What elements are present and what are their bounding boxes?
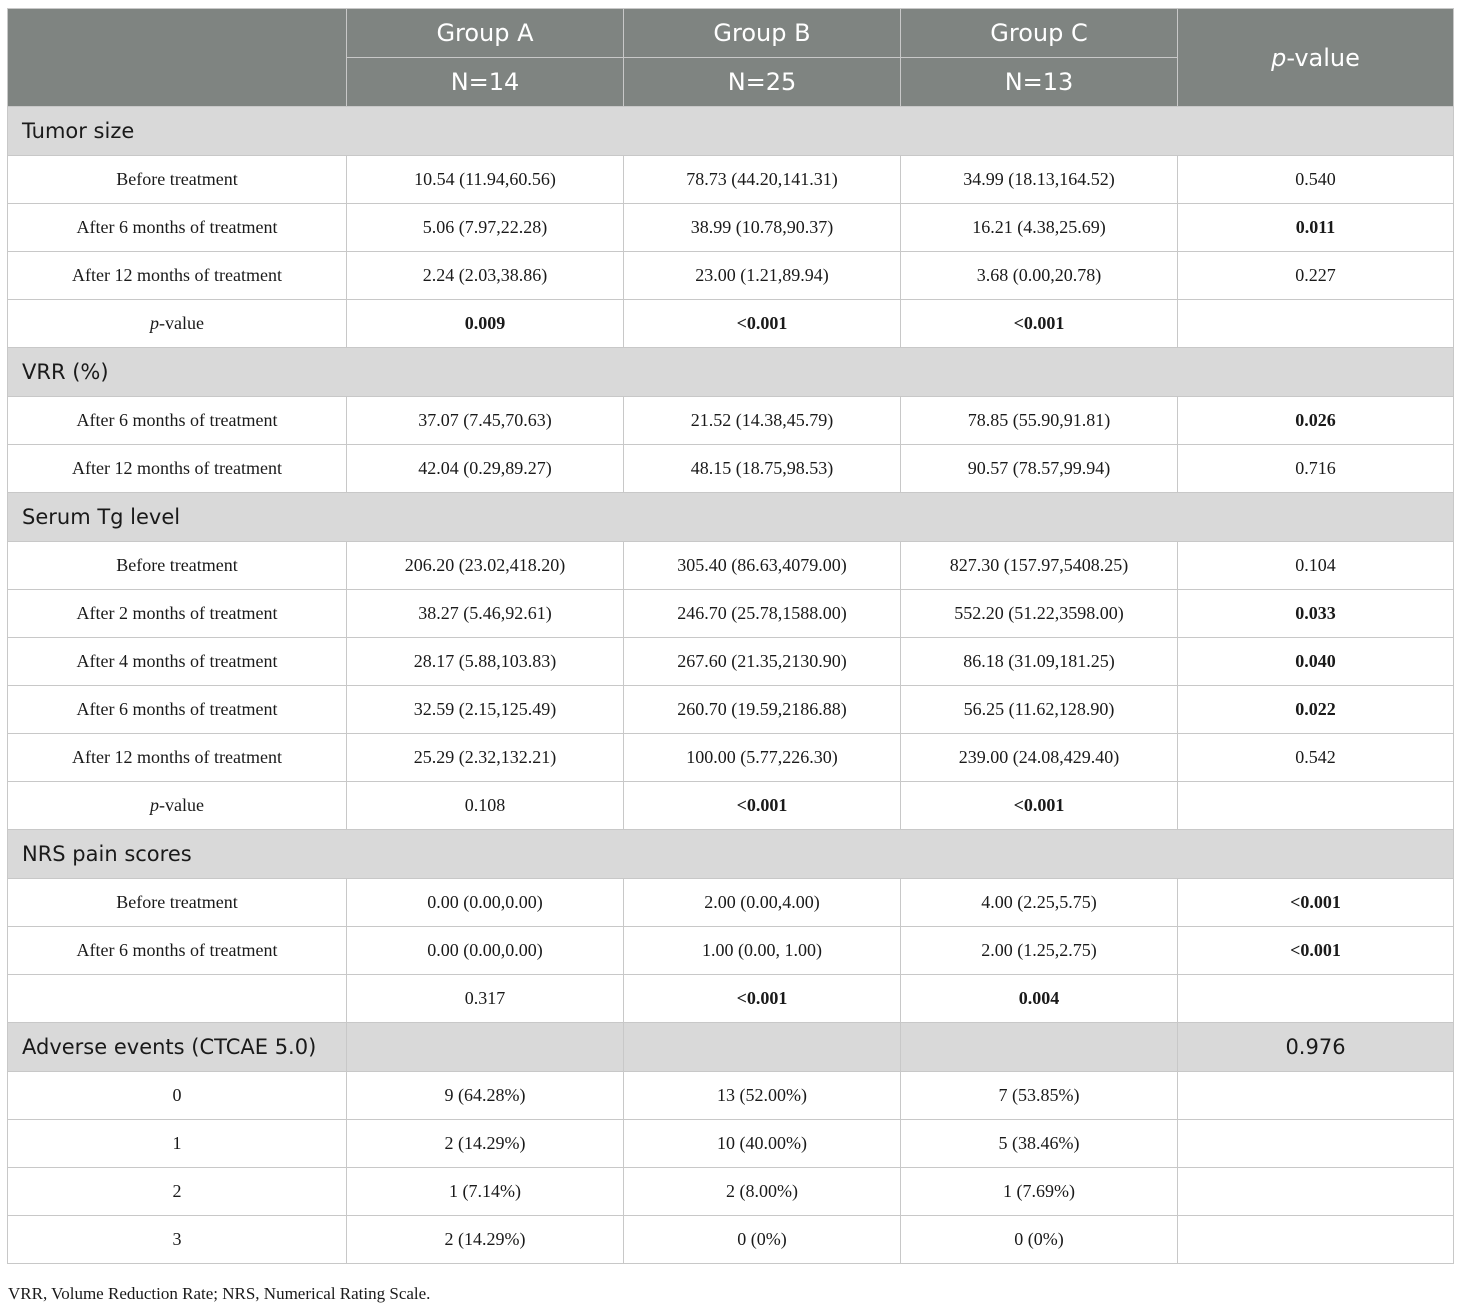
cell-group-b: 100.00 (5.77,226.30) <box>624 734 901 782</box>
table-row <box>8 156 1454 204</box>
row-label: After 12 months of treatment <box>8 445 347 493</box>
cell-group-c: 3.68 (0.00,20.78) <box>901 252 1178 300</box>
cell-group-c: 86.18 (31.09,181.25) <box>901 638 1178 686</box>
cell-group-a: 2.24 (2.03,38.86) <box>347 252 624 300</box>
section-header-row <box>8 348 1454 397</box>
header-group-c-name: Group C <box>901 9 1178 58</box>
cell-group-a: 1 (7.14%) <box>347 1168 624 1216</box>
cell-group-c <box>901 975 1178 1023</box>
cell-group-a: 2 (14.29%) <box>347 1120 624 1168</box>
table-row <box>8 686 1454 734</box>
cell-group-c: 239.00 (24.08,429.40) <box>901 734 1178 782</box>
cell-pvalue <box>1178 1072 1454 1120</box>
cell-pvalue <box>1178 879 1454 927</box>
row-label <box>8 975 347 1023</box>
cell-group-a: 0.00 (0.00,0.00) <box>347 879 624 927</box>
cell-pvalue <box>1178 927 1454 975</box>
cell-pvalue: 0.104 <box>1178 542 1454 590</box>
row-label: After 6 months of treatment <box>8 686 347 734</box>
bold-value: <0.001 <box>736 795 788 815</box>
cell-group-a: 2 (14.29%) <box>347 1216 624 1264</box>
row-label: After 6 months of treatment <box>8 397 347 445</box>
row-label: 3 <box>8 1216 347 1264</box>
table-row <box>8 300 1454 348</box>
cell-group-c: 16.21 (4.38,25.69) <box>901 204 1178 252</box>
bold-value: 0.033 <box>1295 603 1336 623</box>
section-title: VRR (%) <box>8 348 1454 397</box>
section-empty-cell <box>347 1023 624 1072</box>
bold-value: 0.040 <box>1295 651 1336 671</box>
table-row <box>8 734 1454 782</box>
cell-group-b: 78.73 (44.20,141.31) <box>624 156 901 204</box>
bold-value: 0.022 <box>1295 699 1336 719</box>
header-group-a-name: Group A <box>347 9 624 58</box>
cell-group-c: 827.30 (157.97,5408.25) <box>901 542 1178 590</box>
cell-group-c: 78.85 (55.90,91.81) <box>901 397 1178 445</box>
section-header-row <box>8 1023 1454 1072</box>
section-title: Adverse events (CTCAE 5.0) <box>8 1023 347 1072</box>
bold-value: <0.001 <box>736 988 788 1008</box>
row-label: 2 <box>8 1168 347 1216</box>
cell-pvalue <box>1178 975 1454 1023</box>
results-table <box>7 8 1454 1264</box>
cell-group-b: 267.60 (21.35,2130.90) <box>624 638 901 686</box>
table-row <box>8 590 1454 638</box>
table-row <box>8 927 1454 975</box>
row-label <box>8 300 347 348</box>
cell-group-c: 1 (7.69%) <box>901 1168 1178 1216</box>
bold-value: <0.001 <box>736 313 788 333</box>
cell-group-a: 42.04 (0.29,89.27) <box>347 445 624 493</box>
table-row <box>8 1120 1454 1168</box>
table-row <box>8 975 1454 1023</box>
cell-group-b: 260.70 (19.59,2186.88) <box>624 686 901 734</box>
bold-value: <0.001 <box>1013 313 1065 333</box>
cell-group-c: 90.57 (78.57,99.94) <box>901 445 1178 493</box>
header-group-b-name: Group B <box>624 9 901 58</box>
cell-group-b <box>624 782 901 830</box>
cell-group-b: 305.40 (86.63,4079.00) <box>624 542 901 590</box>
cell-pvalue <box>1178 590 1454 638</box>
row-label: After 6 months of treatment <box>8 204 347 252</box>
header-group-a-n: N=14 <box>347 58 624 107</box>
cell-pvalue <box>1178 397 1454 445</box>
table-row <box>8 782 1454 830</box>
table-row <box>8 445 1454 493</box>
cell-group-a: 32.59 (2.15,125.49) <box>347 686 624 734</box>
bold-value: <0.001 <box>1290 940 1341 960</box>
cell-group-b: 2.00 (0.00,4.00) <box>624 879 901 927</box>
cell-group-c: 552.20 (51.22,3598.00) <box>901 590 1178 638</box>
table-row <box>8 397 1454 445</box>
cell-group-b <box>624 300 901 348</box>
cell-pvalue <box>1178 1168 1454 1216</box>
cell-pvalue <box>1178 686 1454 734</box>
bold-value: 0.004 <box>1018 988 1060 1008</box>
cell-group-b: 10 (40.00%) <box>624 1120 901 1168</box>
bold-value: 0.026 <box>1295 410 1336 430</box>
cell-pvalue <box>1178 204 1454 252</box>
header-pvalue-italic: p <box>1271 43 1287 72</box>
row-label: After 6 months of treatment <box>8 927 347 975</box>
row-label-rest: -value <box>159 313 204 333</box>
row-label-italic: p <box>150 313 159 333</box>
bold-value: <0.001 <box>1013 795 1065 815</box>
section-header-row <box>8 830 1454 879</box>
cell-group-b: 38.99 (10.78,90.37) <box>624 204 901 252</box>
cell-group-b: 246.70 (25.78,1588.00) <box>624 590 901 638</box>
section-empty-cell <box>624 1023 901 1072</box>
cell-group-c: 0 (0%) <box>901 1216 1178 1264</box>
cell-group-c <box>901 782 1178 830</box>
bold-value: <0.001 <box>1290 892 1341 912</box>
cell-group-c: 5 (38.46%) <box>901 1120 1178 1168</box>
section-title: Tumor size <box>8 107 1454 156</box>
cell-group-a: 206.20 (23.02,418.20) <box>347 542 624 590</box>
table-row <box>8 638 1454 686</box>
cell-group-a: 5.06 (7.97,22.28) <box>347 204 624 252</box>
cell-group-b: 21.52 (14.38,45.79) <box>624 397 901 445</box>
cell-group-a: 0.108 <box>347 782 624 830</box>
cell-group-a: 10.54 (11.94,60.56) <box>347 156 624 204</box>
cell-group-c <box>901 300 1178 348</box>
cell-group-c: 4.00 (2.25,5.75) <box>901 879 1178 927</box>
cell-pvalue <box>1178 638 1454 686</box>
table-row <box>8 542 1454 590</box>
section-header-row <box>8 107 1454 156</box>
cell-group-b: 1.00 (0.00, 1.00) <box>624 927 901 975</box>
row-label: After 12 months of treatment <box>8 252 347 300</box>
cell-group-a: 38.27 (5.46,92.61) <box>347 590 624 638</box>
row-label: Before treatment <box>8 879 347 927</box>
row-label-italic: p <box>150 795 159 815</box>
row-label: After 2 months of treatment <box>8 590 347 638</box>
row-label: Before treatment <box>8 542 347 590</box>
cell-group-b: 13 (52.00%) <box>624 1072 901 1120</box>
cell-group-a <box>347 300 624 348</box>
section-header-row <box>8 493 1454 542</box>
table-row <box>8 879 1454 927</box>
cell-group-b: 2 (8.00%) <box>624 1168 901 1216</box>
cell-group-c: 7 (53.85%) <box>901 1072 1178 1120</box>
cell-group-b: 48.15 (18.75,98.53) <box>624 445 901 493</box>
section-title: Serum Tg level <box>8 493 1454 542</box>
section-title: NRS pain scores <box>8 830 1454 879</box>
cell-group-a: 37.07 (7.45,70.63) <box>347 397 624 445</box>
row-label: After 12 months of treatment <box>8 734 347 782</box>
table-row <box>8 204 1454 252</box>
table-body <box>8 107 1454 1264</box>
header-group-b-n: N=25 <box>624 58 901 107</box>
section-pvalue: 0.976 <box>1178 1023 1454 1072</box>
cell-group-a: 0.317 <box>347 975 624 1023</box>
row-label: Before treatment <box>8 156 347 204</box>
table-row <box>8 1072 1454 1120</box>
footnote: VRR, Volume Reduction Rate; NRS, Numerical Rating Scale. <box>8 1284 431 1303</box>
cell-pvalue <box>1178 782 1454 830</box>
cell-group-c: 56.25 (11.62,128.90) <box>901 686 1178 734</box>
row-label: 0 <box>8 1072 347 1120</box>
section-empty-cell <box>901 1023 1178 1072</box>
row-label: 1 <box>8 1120 347 1168</box>
cell-group-b: 23.00 (1.21,89.94) <box>624 252 901 300</box>
cell-group-a: 28.17 (5.88,103.83) <box>347 638 624 686</box>
bold-value: 0.009 <box>464 313 506 333</box>
table-row <box>8 1216 1454 1264</box>
row-label: After 4 months of treatment <box>8 638 347 686</box>
cell-pvalue: 0.542 <box>1178 734 1454 782</box>
bold-value: 0.011 <box>1295 217 1336 237</box>
cell-pvalue <box>1178 1120 1454 1168</box>
cell-group-c: 34.99 (18.13,164.52) <box>901 156 1178 204</box>
cell-group-b: 0 (0%) <box>624 1216 901 1264</box>
row-label-rest: -value <box>159 795 204 815</box>
cell-pvalue: 0.227 <box>1178 252 1454 300</box>
header-group-c-n: N=13 <box>901 58 1178 107</box>
cell-group-a: 9 (64.28%) <box>347 1072 624 1120</box>
table-row <box>8 252 1454 300</box>
cell-group-a: 0.00 (0.00,0.00) <box>347 927 624 975</box>
cell-pvalue <box>1178 300 1454 348</box>
cell-pvalue: 0.716 <box>1178 445 1454 493</box>
row-label <box>8 782 347 830</box>
header-pvalue-rest: -value <box>1286 43 1360 72</box>
cell-pvalue <box>1178 1216 1454 1264</box>
cell-group-b <box>624 975 901 1023</box>
cell-group-a: 25.29 (2.32,132.21) <box>347 734 624 782</box>
table-row <box>8 1168 1454 1216</box>
cell-pvalue: 0.540 <box>1178 156 1454 204</box>
header-empty-cell <box>8 9 347 107</box>
header-pvalue <box>1178 9 1454 107</box>
cell-group-c: 2.00 (1.25,2.75) <box>901 927 1178 975</box>
